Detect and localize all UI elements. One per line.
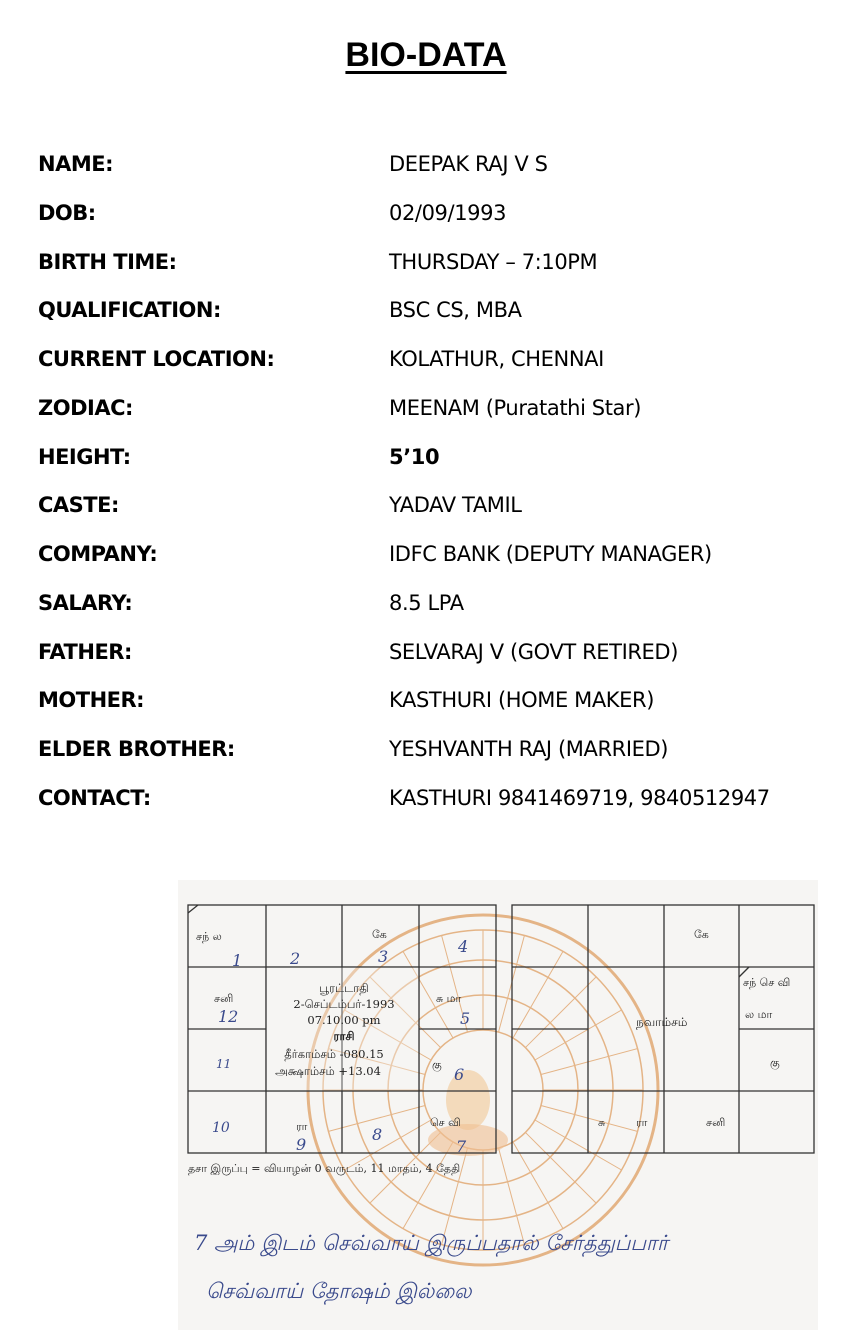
rasi-center-date: 2-செப்டம்பர்-1993 bbox=[293, 997, 395, 1011]
field-label: ELDER BROTHER: bbox=[38, 737, 235, 761]
field-row bbox=[38, 347, 828, 377]
field-row bbox=[38, 445, 828, 475]
rasi-cell-1: சந் ல bbox=[196, 930, 222, 943]
rasi-center-time: 07.10.00 pm bbox=[307, 1013, 381, 1027]
house-number-4: 4 bbox=[458, 937, 469, 956]
field-value: THURSDAY – 7:10PM bbox=[389, 249, 598, 274]
field-row bbox=[38, 688, 828, 718]
house-number-1: 1 bbox=[232, 951, 243, 970]
navamsa-cell-9: ரா bbox=[636, 1116, 648, 1129]
house-number-11: 11 bbox=[216, 1057, 232, 1071]
field-value: KOLATHUR, CHENNAI bbox=[389, 347, 604, 371]
field-row bbox=[38, 201, 828, 231]
rasi-cell-10: செ வி bbox=[430, 1116, 461, 1129]
handwritten-note-1: 7 அம் இடம் செவ்வாய் இருப்பதால் சேர்த்துப்பார் bbox=[194, 1231, 668, 1255]
rasi-cell-8: கு bbox=[432, 1058, 442, 1071]
field-row bbox=[38, 493, 828, 523]
handwritten-note-2: செவ்வாய் தோஷம் இல்லை bbox=[206, 1279, 472, 1303]
field-row bbox=[38, 152, 828, 182]
rasi-cell-6: சு மா bbox=[436, 992, 462, 1005]
horoscope-chart bbox=[178, 880, 818, 1330]
field-label: SALARY: bbox=[38, 590, 133, 615]
field-label: QUALIFICATION: bbox=[38, 298, 221, 323]
navamsa-cell-3: கே bbox=[694, 928, 709, 941]
field-value: KASTHURI 9841469719, 9840512947 bbox=[389, 785, 770, 810]
field-row bbox=[38, 542, 828, 572]
rasi-center-longitude: தீர்காம்சம் -080.15 bbox=[284, 1047, 384, 1061]
field-row bbox=[38, 737, 828, 767]
rasi-cell-9: ரா bbox=[296, 1120, 308, 1133]
navamsa-cell-4: சந் செ வி bbox=[743, 976, 791, 989]
field-value: SELVARAJ V (GOVT RETIRED) bbox=[389, 639, 678, 664]
navamsa-grid bbox=[512, 905, 814, 1153]
field-label: COMPANY: bbox=[38, 542, 158, 566]
field-value: 02/09/1993 bbox=[389, 200, 507, 225]
field-label: HEIGHT: bbox=[38, 444, 131, 469]
page-title: BIO-DATA bbox=[345, 36, 507, 74]
house-number-8: 8 bbox=[372, 1125, 383, 1144]
field-row bbox=[38, 250, 828, 280]
rasi-cell-3: கே bbox=[372, 928, 387, 941]
rasi-cell-5: சனி bbox=[214, 992, 234, 1005]
field-label: NAME: bbox=[38, 152, 113, 176]
field-value: 5’10 bbox=[389, 444, 440, 469]
house-number-12: 12 bbox=[218, 1007, 239, 1026]
house-number-3: 3 bbox=[378, 947, 389, 966]
field-row bbox=[38, 640, 828, 670]
field-label: CURRENT LOCATION: bbox=[38, 347, 275, 371]
field-row bbox=[38, 786, 828, 816]
field-value: MEENAM (Puratathi Star) bbox=[389, 395, 642, 420]
house-number-10: 10 bbox=[212, 1120, 230, 1136]
field-label: DOB: bbox=[38, 200, 96, 225]
field-value: BSC CS, MBA bbox=[389, 298, 522, 323]
rasi-center-latitude: அக்ஷாம்சம் +13.04 bbox=[275, 1064, 381, 1078]
navamsa-cell-6: கு bbox=[770, 1056, 780, 1069]
dasa-balance: தசா இருப்பு = வியாழன் 0 வருடம், 11 மாதம், 4 தேதி bbox=[188, 1162, 461, 1175]
field-label: ZODIAC: bbox=[38, 395, 133, 420]
field-row bbox=[38, 298, 828, 328]
house-number-7: 7 bbox=[456, 1137, 467, 1156]
field-value: YESHVANTH RAJ (MARRIED) bbox=[389, 737, 669, 761]
navamsa-cell-10: சு bbox=[598, 1116, 606, 1129]
rasi-center-star: பூரட்டாதி bbox=[319, 981, 369, 995]
field-label: MOTHER: bbox=[38, 688, 145, 713]
field-row bbox=[38, 591, 828, 621]
navamsa-cell-4b: ல மா bbox=[745, 1008, 773, 1021]
house-number-2: 2 bbox=[290, 949, 301, 968]
field-label: CONTACT: bbox=[38, 785, 151, 810]
house-number-6: 6 bbox=[454, 1065, 465, 1084]
field-label: FATHER: bbox=[38, 639, 132, 664]
navamsa-cell-8: சனி bbox=[706, 1116, 726, 1129]
horoscope-scan bbox=[178, 880, 818, 1330]
field-value: 8.5 LPA bbox=[389, 590, 464, 615]
field-value: IDFC BANK (DEPUTY MANAGER) bbox=[389, 542, 712, 566]
field-label: CASTE: bbox=[38, 493, 119, 518]
house-number-5: 5 bbox=[460, 1009, 471, 1028]
field-value: YADAV TAMIL bbox=[389, 493, 522, 518]
field-label: BIRTH TIME: bbox=[38, 249, 177, 274]
field-row bbox=[38, 396, 828, 426]
field-value: DEEPAK RAJ V S bbox=[389, 152, 548, 176]
rasi-center-label: ராசி bbox=[333, 1029, 355, 1043]
house-number-9: 9 bbox=[296, 1135, 307, 1154]
navamsa-title: நவாம்சம் bbox=[636, 1015, 688, 1029]
field-value: KASTHURI (HOME MAKER) bbox=[389, 688, 655, 713]
